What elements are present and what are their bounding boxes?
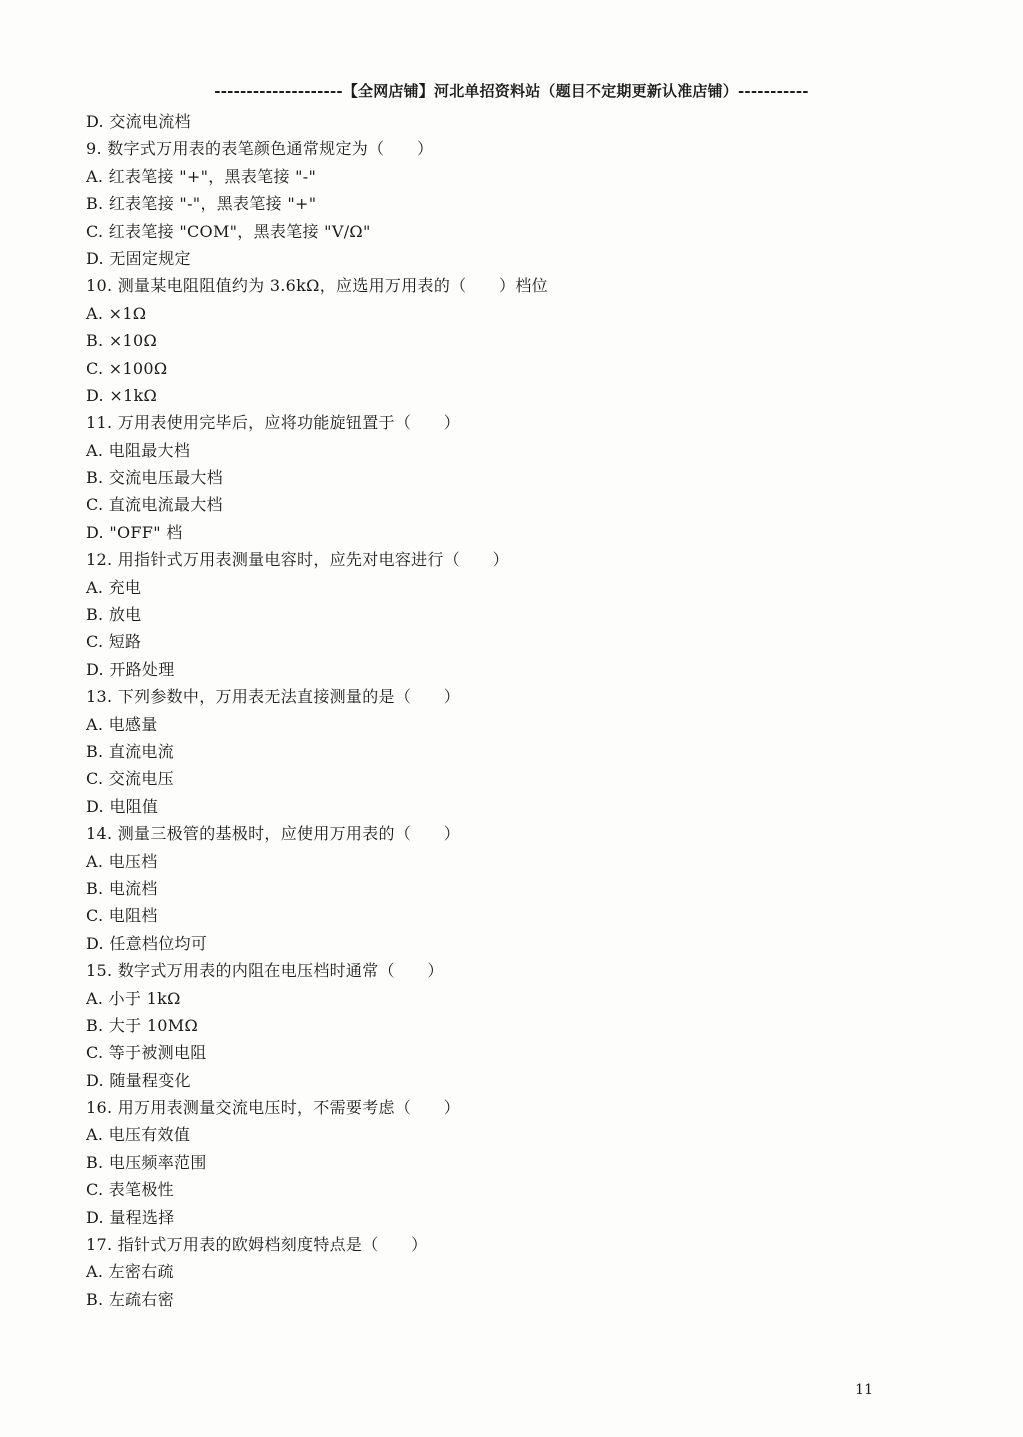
option-line: B. 电流档: [86, 878, 158, 898]
option-line: D. "OFF" 档: [86, 522, 183, 542]
question-line: 14. 测量三极管的基极时，应使用万用表的（ ）: [86, 824, 461, 844]
page-number: 11: [855, 1382, 873, 1398]
page-header: --------------------【全网店铺】河北单招资料站（题目不定期更新认准店铺）-----------: [214, 82, 809, 100]
question-line: 13. 下列参数中，万用表无法直接测量的是（ ）: [86, 687, 461, 707]
option-line: B. 放电: [86, 605, 142, 625]
option-line: A. 左密右疏: [86, 1262, 174, 1282]
option-line: B. ×10Ω: [86, 331, 158, 351]
option-line: C. 等于被测电阻: [86, 1043, 207, 1063]
option-line: C. 直流电流最大档: [86, 495, 223, 515]
question-line: 12. 用指针式万用表测量电容时，应先对电容进行（ ）: [86, 550, 509, 570]
option-line: A. 充电: [86, 577, 142, 597]
option-line: C. 红表笔接 "COM"，黑表笔接 "V/Ω": [86, 221, 371, 241]
question-list: [86, 108, 946, 1313]
option-line: A. 小于 1kΩ: [86, 988, 181, 1008]
option-line: D. 开路处理: [86, 659, 175, 679]
option-line: D. ×1kΩ: [86, 385, 158, 405]
option-line: D. 任意档位均可: [86, 933, 208, 953]
option-line: A. 电压有效值: [86, 1125, 191, 1145]
option-line: C. ×100Ω: [86, 358, 168, 378]
option-line: C. 电阻档: [86, 906, 158, 926]
option-line: D. 无固定规定: [86, 248, 191, 268]
option-line: B. 大于 10MΩ: [86, 1015, 199, 1035]
option-line: A. 电压档: [86, 851, 158, 871]
question-line: 11. 万用表使用完毕后，应将功能旋钮置于（ ）: [86, 413, 461, 433]
question-line: 15. 数字式万用表的内阻在电压档时通常（ ）: [86, 961, 444, 981]
option-line: C. 表笔极性: [86, 1180, 174, 1200]
question-line: 16. 用万用表测量交流电压时，不需要考虑（ ）: [86, 1098, 461, 1118]
option-line: B. 交流电压最大档: [86, 468, 223, 488]
option-line: D. 交流电流档: [86, 112, 191, 131]
option-line: D. 随量程变化: [86, 1070, 191, 1090]
option-line: C. 短路: [86, 632, 142, 652]
question-line: 10. 测量某电阻阻值约为 3.6kΩ，应选用万用表的（ ）档位: [86, 276, 548, 296]
option-line: A. 电感量: [86, 714, 158, 734]
option-line: A. ×1Ω: [86, 303, 147, 323]
option-line: B. 红表笔接 "-"，黑表笔接 "+": [86, 194, 317, 214]
option-line: B. 左疏右密: [86, 1289, 175, 1309]
question-line: 17. 指针式万用表的欧姆档刻度特点是（ ）: [86, 1235, 428, 1255]
option-line: C. 交流电压: [86, 769, 174, 789]
option-line: A. 红表笔接 "+"，黑表笔接 "-": [86, 166, 317, 186]
question-line: 9. 数字式万用表的表笔颜色通常规定为（ ）: [86, 139, 434, 159]
option-line: D. 量程选择: [86, 1207, 175, 1227]
option-line: B. 电压频率范围: [86, 1152, 207, 1172]
option-line: D. 电阻值: [86, 796, 159, 816]
option-line: B. 直流电流: [86, 741, 175, 761]
option-line: A. 电阻最大档: [86, 440, 191, 460]
